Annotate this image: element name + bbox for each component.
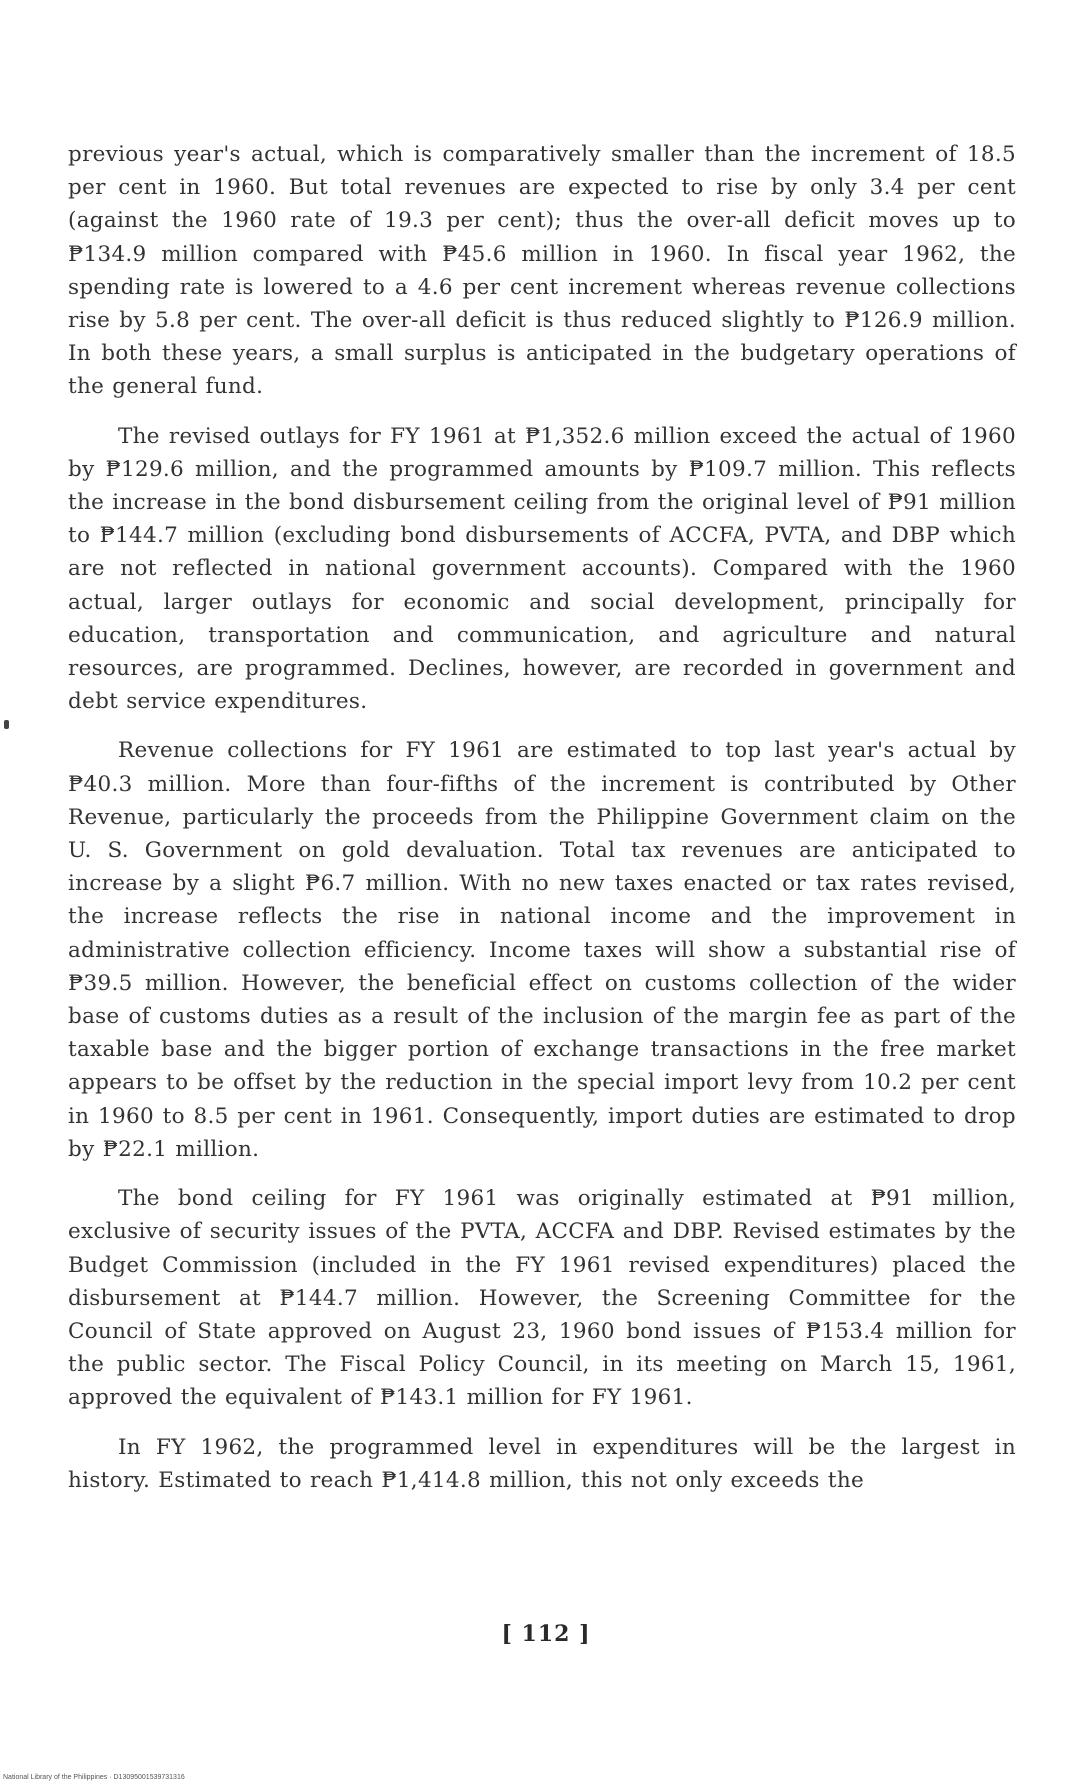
footer-credit: National Library of the Philippines · D13095001539731316 — [3, 1774, 185, 1781]
paragraph-5: In FY 1962, the programmed level in expenditures will be the largest in history. Estimated to reach ₱1,414.8 million, this not only exceeds the — [68, 1434, 1016, 1493]
paragraph-4: The bond ceiling for FY 1961 was originally estimated at ₱91 million, exclusive of security issues of the PVTA, ACCFA and DBP. Revised estimates by the Budget Commission (included in the FY 1961 revised expenditures) placed the disbursement at ₱144.7 million. However, the Screening Committee for the Council of State approved on August 23, 1960 bond issues of ₱153.4 million for the public sector. The Fiscal Policy Council, in its meeting on March 15, 1961, approved the equivalent of ₱143.1 million for FY 1961. — [68, 1186, 1016, 1411]
paragraph-1: previous year's actual, which is comparatively smaller than the increment of 18.5 per cent in 1960. But total revenues are expected to rise by only 3.4 per cent (against the 1960 rate of 19.3 per cent); thus the over-all deficit moves up to ₱134.9 million compared with ₱45.6 million in 1960. In fiscal year 1962, the spending rate is lowered to a 4.6 per cent increment whereas revenue collections rise by 5.8 per cent. The over-all deficit is thus reduced slightly to ₱126.9 million. In both these years, a small surplus is anticipated in the budgetary operations of the general fund. — [68, 142, 1016, 400]
page-number: [ 112 ] — [501, 1621, 591, 1647]
document-body — [68, 138, 1016, 1513]
paragraph-3: Revenue collections for FY 1961 are estimated to top last year's actual by ₱40.3 million. More than four-fifths of the increment is contributed by Other Revenue, particularly the proceeds from the Philippine Government claim on the U. S. Government on gold devaluation. Total tax revenues are anticipated to increase by a slight ₱6.7 million. With no new taxes enacted or tax rates revised, the increase reflects the rise in national income and the improvement in administrative collection efficiency. Income taxes will show a substantial rise of ₱39.5 million. However, the beneficial effect on customs collection of the wider base of customs duties as a result of the inclusion of the margin fee as part of the taxable base and the bigger portion of exchange transactions in the free market appears to be offset by the reduction in the special import levy from 10.2 per cent in 1960 to 8.5 per cent in 1961. Consequently, import duties are estimated to drop by ₱22.1 million. — [68, 738, 1016, 1162]
paragraph-2: The revised outlays for FY 1961 at ₱1,352.6 million exceed the actual of 1960 by ₱129.6 million, and the programmed amounts by ₱109.7 million. This reflects the increase in the bond disbursement ceiling from the original level of ₱91 million to ₱144.7 million (excluding bond disbursements of ACCFA, PVTA, and DBP which are not reflected in national government accounts). Compared with the 1960 actual, larger outlays for economic and social development, principally for education, transportation and communication, and agriculture and natural resources, are programmed. Declines, however, are recorded in government and debt service expenditures. — [68, 423, 1016, 715]
margin-mark — [4, 720, 9, 729]
